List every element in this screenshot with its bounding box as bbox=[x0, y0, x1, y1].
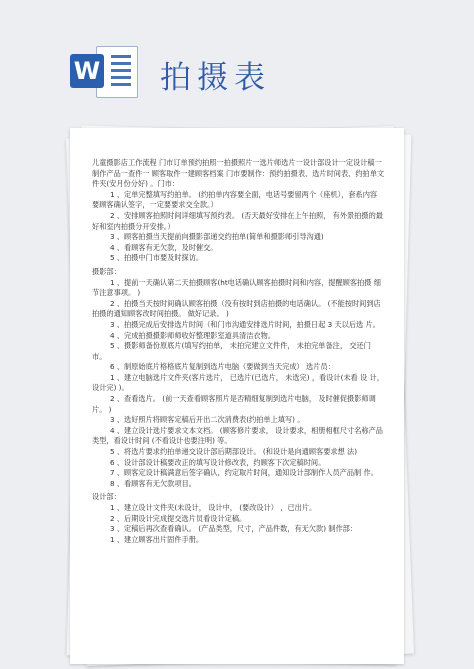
list-item: 3 、定稿后再次查看确认。 (产品类型，尺寸，产品件数，有无欠款) 制作部： bbox=[110, 524, 358, 534]
page-title: 拍摄表 bbox=[160, 60, 271, 96]
word-badge: W bbox=[70, 54, 104, 88]
list-item: 6 、制原始底片格格底片复制到选片电脑（要做到当天完成） 选片员： bbox=[110, 362, 335, 372]
list-item: 6 、设计部设计稿要改正的填写设计修改表，约顾客下次定稿时间。 bbox=[110, 457, 326, 467]
list-item: 5 、拍摄中门市要及时探访。 bbox=[110, 253, 204, 263]
list-item: 8 、看顾客有无欠款项目。 bbox=[110, 478, 196, 488]
paragraph: 儿童摄影店工作流程 门市订单预约拍照一拍摄照片一选片师选片一设计部设计一定设计稿一制作产品一查件一 顾客取件一建顾客档案 门市要制作：预约拍摄表、选片时间表、约拍单文件夹(安月份分好) 。门市： bbox=[92, 158, 385, 189]
list-item: 1 、建立设计文件夹(未设计， 设计中， (要改设计） ，已出片。 bbox=[110, 503, 317, 512]
list-item: 2 、拍摄当天按时间确认顾客拍摄（没有按时到店拍摄的电话确认。 (不能按时间到店 拍摄的通知顾客改时间拍摄。 做好记录。 ) bbox=[92, 298, 381, 319]
word-document-icon bbox=[70, 40, 138, 100]
list-item: 1 、提前一天确认第二天拍摄顾客(ht电话确认顾客拍摄时间和内容，提醒顾客拍摄 细节注意事项。 ) bbox=[92, 277, 381, 298]
list-item: 2 、后期设计完成提交选片员看设计定稿。 bbox=[110, 513, 247, 523]
section-heading: 设计部： bbox=[92, 492, 121, 502]
list-item: 1 、建立顾客出片固件手册。 bbox=[110, 534, 204, 544]
list-item: 3 、顾客拍摄当天提前向摄影部递交约拍单(简单和摄影师引导沟通) bbox=[110, 232, 324, 242]
list-item: 3 、选好照片将顾客定稿后开出二次消费表(约拍单上填写) 。 bbox=[110, 415, 305, 425]
section-heading: 摄影部： bbox=[92, 266, 121, 276]
list-item: 3 、拍摄完成后安排选片时间（和门市沟通安排选片时间，拍摄日起 3 天以后选 片。 bbox=[110, 319, 380, 329]
document-page bbox=[70, 128, 404, 664]
list-item: 4 、看顾客有无欠款，及时催交。 bbox=[110, 242, 218, 252]
list-item: 5 、将选片要求约拍单递交设计部后期部设计。 (和设计是向通顾客要求想 法) bbox=[110, 447, 358, 457]
list-item: 1 、建立电脑选片文件夹(客片选片， 已选片(已选片， 未选完) ，看设计(未看 设 计，设计完) )。 bbox=[92, 372, 384, 393]
list-item: 4 、完成拍摄摄影师师收好整理影室道具清洁衣物。 bbox=[110, 330, 275, 340]
list-item: 1 、定单完整填写约拍单。 (约拍单内容要全面，电话号要留两个（座机），套系内容 要顾客确认签字，一定要要求交全款。） bbox=[92, 189, 378, 210]
list-item: 7 、顾客定设计稿满意后签字确认，约定取片时间，通知设计部制作人员产品制 作。 bbox=[110, 468, 378, 478]
header bbox=[0, 0, 474, 110]
document-body bbox=[92, 158, 386, 545]
list-item: 5 、摄影师备份原底片(填写约拍单， 未拍完建立文件件， 未拍完单备注， 交还门 市。 bbox=[92, 341, 371, 361]
list-item: 4 、建立设计选片要求文本文档。 (顾客修片要求， 设计要求，相册相框尺寸名称产品 类型，看设计时间 (不看设计也要注明) 等。 bbox=[92, 425, 383, 446]
list-item: 2 、安排顾客拍照时间详细填写预约表。 (否天最好安排在上午拍照， 有外景拍摄的最 好和室内拍摄分开安排。） bbox=[92, 210, 383, 231]
list-item: 2 、查看选片。 (前一天查看顾客照片是否精细复制到选片电脑， 及时催促摄影师调片。 ) bbox=[92, 394, 376, 414]
